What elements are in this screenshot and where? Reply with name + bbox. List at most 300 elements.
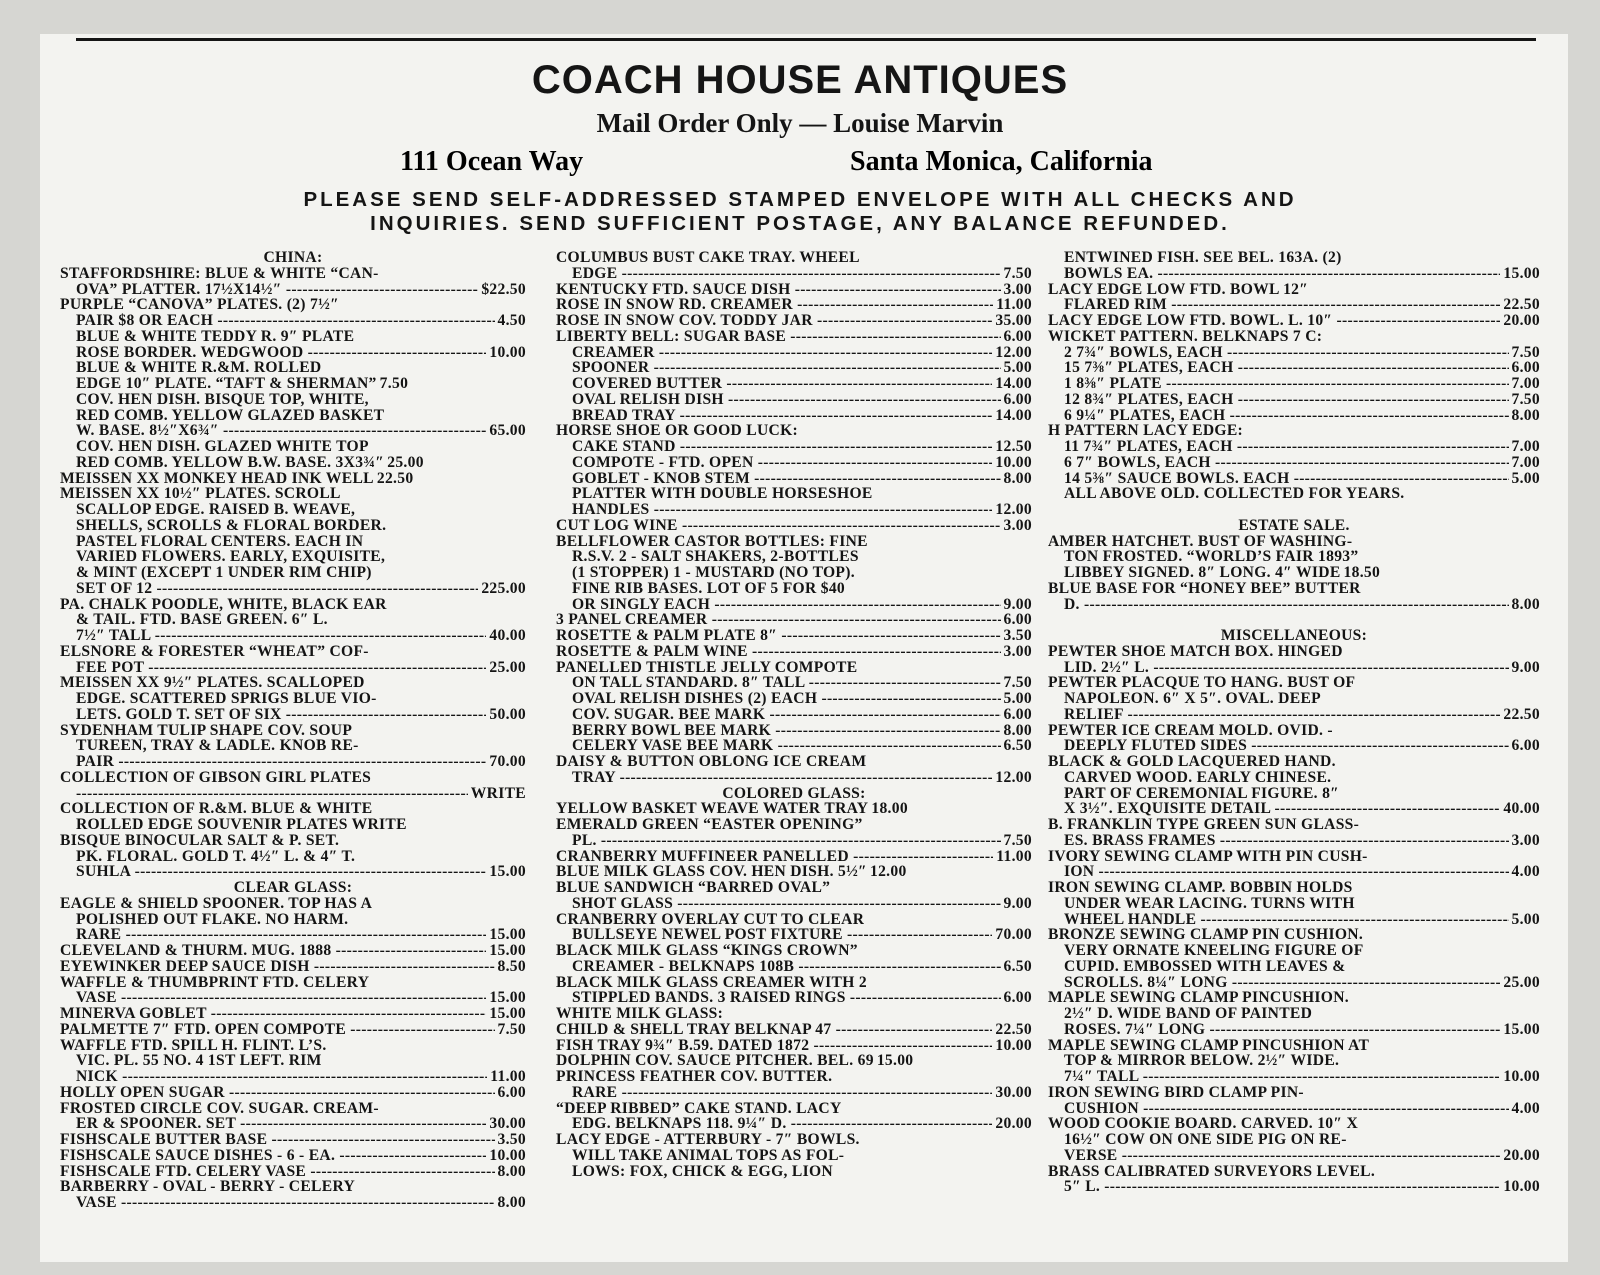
item-price: 25.00 bbox=[489, 658, 526, 676]
item-text: 5″ L. ----- bbox=[1064, 1179, 1500, 1195]
listing-line bbox=[556, 817, 1032, 833]
listing-line bbox=[556, 423, 1032, 439]
item-text: VASE ----- bbox=[76, 1195, 495, 1211]
listing-line bbox=[1048, 565, 1540, 581]
item-text: RED COMB. YELLOW GLAZED BASKET bbox=[76, 407, 385, 424]
item-text: EYEWINKER DEEP SAUCE DISH ----- bbox=[60, 959, 495, 975]
listing-line bbox=[60, 833, 526, 849]
item-price: 40.00 bbox=[1503, 800, 1540, 818]
item-text: SCALLOP EDGE. RAISED B. WEAVE, bbox=[76, 502, 356, 518]
item-text: PEWTER ICE CREAM MOLD. OVID. - bbox=[1048, 722, 1333, 739]
listing-line bbox=[556, 1132, 1032, 1148]
item-price: 3.50 bbox=[1003, 627, 1032, 644]
item-text: PART OF CEREMONIAL FIGURE. 8″ bbox=[1064, 785, 1340, 802]
item-price: 7.50 bbox=[1003, 831, 1032, 849]
listing-line bbox=[1048, 581, 1540, 597]
listing-line bbox=[556, 1069, 1032, 1085]
listing-column-3 bbox=[1048, 250, 1540, 1195]
item-text: CAKE STAND ----- bbox=[572, 439, 992, 455]
item-price: 15.00 bbox=[489, 989, 526, 1007]
listing-line bbox=[1048, 990, 1540, 1006]
item-text: FISHSCALE SAUCE DISHES - 6 - EA. ----- bbox=[60, 1148, 486, 1164]
listing-line bbox=[1048, 597, 1540, 613]
item-text: ROSETTE & PALM PLATE 8″ ----- bbox=[556, 628, 1001, 644]
listing-line bbox=[60, 628, 526, 644]
item-text: ELSNORE & FORESTER “WHEAT” COF- bbox=[60, 643, 369, 660]
item-text: PAIR $8 OR EACH ----- bbox=[76, 313, 495, 329]
item-text: VASE ----- bbox=[76, 990, 486, 1006]
listing-line bbox=[556, 912, 1032, 928]
listing-line bbox=[556, 360, 1032, 376]
item-text: BISQUE BINOCULAR SALT & P. SET. bbox=[60, 832, 340, 849]
item-price: 6.00 bbox=[1003, 327, 1032, 345]
item-price: 7.50 bbox=[379, 375, 409, 392]
item-text: LETS. GOLD T. SET OF SIX ----- bbox=[76, 707, 486, 723]
item-text: NICK ----- bbox=[76, 1069, 487, 1085]
listing-line bbox=[1048, 250, 1540, 266]
item-text: 2½″ D. WIDE BAND OF PAINTED bbox=[1064, 1006, 1313, 1022]
listing-line bbox=[60, 644, 526, 660]
item-text: B. FRANKLIN TYPE GREEN SUN GLASS- bbox=[1048, 817, 1360, 833]
item-text: & MINT (EXCEPT 1 UNDER RIM CHIP) bbox=[76, 565, 372, 581]
listing-line bbox=[556, 392, 1032, 408]
listing-line bbox=[556, 297, 1032, 313]
item-text: BULLSEYE NEWEL POST FIXTURE ----- bbox=[572, 927, 992, 943]
item-text: BELLFLOWER CASTOR BOTTLES: FINE bbox=[556, 533, 868, 550]
item-text: COVERED BUTTER ----- bbox=[572, 376, 992, 392]
listing-line bbox=[1048, 282, 1540, 298]
item-price: 22.50 bbox=[376, 469, 414, 487]
notice-line-1: PLEASE SEND SELF-ADDRESSED STAMPED ENVELOPE WITH ALL CHECKS AND bbox=[303, 188, 1297, 211]
item-text: SPOONER ----- bbox=[572, 360, 1001, 376]
listing-line bbox=[1048, 738, 1540, 754]
listing-line bbox=[556, 959, 1032, 975]
item-text: BLUE BASE FOR “HONEY BEE” BUTTER bbox=[1048, 580, 1361, 597]
item-price: 7.00 bbox=[1511, 453, 1540, 471]
item-price: 7.00 bbox=[1511, 375, 1540, 392]
item-text: ENTWINED FISH. SEE BEL. 163A. (2) bbox=[1064, 250, 1342, 266]
item-price: 22.50 bbox=[1503, 705, 1540, 723]
item-price: 6.00 bbox=[1511, 737, 1540, 755]
listing-line bbox=[1048, 959, 1540, 975]
listing-line bbox=[60, 313, 526, 329]
item-text: 2 7¾″ BOWLS, EACH ----- bbox=[1064, 345, 1509, 361]
listing-line bbox=[1048, 912, 1540, 928]
listing-line bbox=[1048, 360, 1540, 376]
item-text: TOP & MIRROR BELOW. 2½″ WIDE. bbox=[1064, 1053, 1340, 1069]
item-text: 16½″ COW ON ONE SIDE PIG ON RE- bbox=[1064, 1132, 1347, 1148]
item-text: OR SINGLY EACH ----- bbox=[572, 597, 1001, 613]
item-price: 4.00 bbox=[1511, 863, 1540, 881]
item-text: IRON SEWING BIRD CLAMP PIN- bbox=[1048, 1084, 1304, 1101]
item-text: ER & SPOONER. SET ----- bbox=[76, 1116, 486, 1132]
listing-line bbox=[1048, 723, 1540, 739]
listing-line bbox=[60, 345, 526, 361]
item-text: EAGLE & SHIELD SPOONER. TOP HAS A bbox=[60, 895, 373, 912]
spacer bbox=[1048, 612, 1540, 628]
listing-line bbox=[1048, 423, 1540, 439]
item-text: GOBLET - KNOB STEM ----- bbox=[572, 471, 1001, 487]
item-price: 14.00 bbox=[995, 375, 1032, 392]
listing-line bbox=[556, 282, 1032, 298]
listing-line bbox=[556, 801, 1032, 817]
item-text: & TAIL. FTD. BASE GREEN. 6″ L. bbox=[76, 612, 328, 628]
item-text: PASTEL FLORAL CENTERS. EACH IN bbox=[76, 533, 364, 550]
item-text: COV. HEN DISH. GLAZED WHITE TOP bbox=[76, 439, 369, 455]
item-text: CRANBERRY MUFFINEER PANELLED ----- bbox=[556, 849, 993, 865]
item-price: 15.00 bbox=[489, 942, 526, 959]
item-text: EDGE ----- bbox=[572, 266, 1001, 282]
listing-line bbox=[60, 786, 526, 802]
item-price: 6.00 bbox=[1003, 390, 1032, 408]
item-price: 6.00 bbox=[1003, 611, 1032, 629]
item-text: PRINCESS FEATHER COV. BUTTER. bbox=[556, 1069, 833, 1085]
item-price: 8.00 bbox=[1511, 406, 1540, 424]
item-text: BLUE SANDWICH “BARRED OVAL” bbox=[556, 880, 831, 896]
item-price: 12.00 bbox=[995, 343, 1032, 361]
listing-line bbox=[60, 392, 526, 408]
listing-line bbox=[1048, 786, 1540, 802]
listing-line bbox=[1048, 345, 1540, 361]
listing-line bbox=[556, 723, 1032, 739]
item-price: 5.00 bbox=[1511, 469, 1540, 487]
section-heading: CHINA: bbox=[263, 249, 323, 266]
section-heading: CLEAR GLASS: bbox=[233, 879, 353, 896]
item-text: ROSETTE & PALM WINE ----- bbox=[556, 644, 1001, 660]
item-price: 5.00 bbox=[1003, 359, 1032, 377]
item-text: PEWTER SHOE MATCH BOX. HINGED bbox=[1048, 643, 1343, 660]
section-heading: ESTATE SALE. bbox=[1238, 516, 1350, 534]
listing-line bbox=[60, 738, 526, 754]
top-rule bbox=[76, 38, 1536, 41]
listing-line bbox=[556, 250, 1032, 266]
listing-line bbox=[1048, 1179, 1540, 1195]
listing-line bbox=[556, 502, 1032, 518]
listing-line bbox=[556, 691, 1032, 707]
listing-line bbox=[556, 1148, 1032, 1164]
item-text: NAPOLEON. 6″ X 5″. OVAL. DEEP bbox=[1064, 691, 1321, 707]
item-text: OVA” PLATTER. 17½X14½″ ----- bbox=[76, 282, 478, 298]
listing-line bbox=[1048, 864, 1540, 880]
item-text: MAPLE SEWING CLAMP PINCUSHION. bbox=[1048, 990, 1349, 1006]
item-text: CREAMER - BELKNAPS 108B ----- bbox=[572, 959, 1001, 975]
item-price: 12.00 bbox=[995, 768, 1032, 786]
listing-line bbox=[1048, 675, 1540, 691]
listing-line bbox=[1048, 266, 1540, 282]
item-text: BERRY BOWL BEE MARK ----- bbox=[572, 723, 1001, 739]
item-price: 12.50 bbox=[995, 438, 1032, 455]
item-price: WRITE bbox=[470, 784, 526, 802]
listing-line bbox=[1048, 297, 1540, 313]
item-text: WAFFLE FTD. SPILL H. FLINT. L’S. bbox=[60, 1037, 327, 1054]
item-price: 70.00 bbox=[995, 926, 1032, 944]
listing-line bbox=[60, 1195, 526, 1211]
item-text: YELLOW BASKET WEAVE WATER TRAY bbox=[556, 801, 869, 817]
listing-line bbox=[60, 801, 526, 817]
listing-line bbox=[1048, 880, 1540, 896]
listing-line bbox=[1048, 644, 1540, 660]
listing-line bbox=[556, 738, 1032, 754]
listing-line bbox=[1048, 770, 1540, 786]
item-price: 22.50 bbox=[1503, 296, 1540, 314]
listing-line bbox=[556, 581, 1032, 597]
item-price: 3.00 bbox=[1511, 831, 1540, 849]
item-text: FINE RIB BASES. LOT OF 5 FOR $40 bbox=[572, 580, 846, 597]
item-text: FISHSCALE FTD. CELERY VASE ----- bbox=[60, 1164, 495, 1180]
item-price: 7.50 bbox=[497, 1020, 526, 1038]
listing-line bbox=[556, 1022, 1032, 1038]
item-text: CREAMER ----- bbox=[572, 345, 992, 361]
item-price: 10.00 bbox=[995, 1036, 1032, 1054]
listing-line bbox=[1048, 1101, 1540, 1117]
listing-line bbox=[556, 439, 1032, 455]
listing-line bbox=[60, 943, 526, 959]
listing-line bbox=[1048, 439, 1540, 455]
item-text: FEE POT ----- bbox=[76, 660, 486, 676]
listing-column-2 bbox=[556, 250, 1032, 1179]
item-price: 70.00 bbox=[489, 753, 526, 770]
listing-line bbox=[556, 1038, 1032, 1054]
item-text: HORSE SHOE OR GOOD LUCK: bbox=[556, 423, 799, 439]
item-price: 15.00 bbox=[1503, 264, 1540, 282]
item-price: 11.00 bbox=[996, 296, 1032, 314]
item-text: 7½″ TALL ----- bbox=[76, 628, 486, 644]
listing-line bbox=[60, 1179, 526, 1195]
item-price: 22.50 bbox=[995, 1020, 1032, 1038]
item-price: 11.00 bbox=[996, 847, 1032, 865]
item-text: BLACK & GOLD LACQUERED HAND. bbox=[1048, 754, 1336, 770]
city-state: Santa Monica, California bbox=[850, 146, 1153, 177]
item-text: CUPID. EMBOSSED WITH LEAVES & bbox=[1064, 958, 1346, 975]
listing-line bbox=[556, 1101, 1032, 1117]
item-text: VIC. PL. 55 NO. 4 1ST LEFT. RIM bbox=[76, 1053, 322, 1069]
item-text: 12 8¾″ PLATES, EACH ----- bbox=[1064, 392, 1509, 408]
item-text: 6 9¼″ PLATES, EACH ----- bbox=[1064, 408, 1509, 424]
item-text: PURPLE “CANOVA” PLATES. (2) 7½″ bbox=[60, 297, 339, 313]
listing-line bbox=[556, 849, 1032, 865]
listing-line bbox=[1048, 549, 1540, 565]
item-price: 20.00 bbox=[995, 1115, 1032, 1133]
listing-line bbox=[60, 534, 526, 550]
listing-line bbox=[556, 660, 1032, 676]
item-price: 7.00 bbox=[1511, 438, 1540, 455]
listing-line bbox=[1048, 975, 1540, 991]
item-text: VERSE ----- bbox=[1064, 1148, 1500, 1164]
item-text: LACY EDGE - ATTERBURY - 7″ BOWLS. bbox=[556, 1132, 860, 1148]
item-text: PANELLED THISTLE JELLY COMPOTE bbox=[556, 659, 858, 676]
listing-line bbox=[60, 896, 526, 912]
item-price: 3.00 bbox=[1003, 516, 1032, 534]
listing-line bbox=[556, 1164, 1032, 1180]
item-text: MEISSEN XX 9½″ PLATES. SCALLOPED bbox=[60, 675, 365, 691]
item-text: OVAL RELISH DISHES (2) EACH ----- bbox=[572, 691, 1001, 707]
item-price: 7.50 bbox=[1003, 674, 1032, 692]
item-text: FISH TRAY 9¾″ B.59. DATED 1872 ----- bbox=[556, 1038, 992, 1054]
listing-line bbox=[60, 849, 526, 865]
item-text: CELERY VASE BEE MARK ----- bbox=[572, 738, 1001, 754]
item-text: WICKET PATTERN. BELKNAPS 7 C: bbox=[1048, 328, 1323, 345]
listing-line bbox=[556, 313, 1032, 329]
listing-line bbox=[556, 612, 1032, 628]
listing-line bbox=[1048, 1148, 1540, 1164]
listing-line bbox=[1048, 329, 1540, 345]
listing-line bbox=[60, 282, 526, 298]
item-price: 30.00 bbox=[489, 1115, 526, 1133]
listing-line bbox=[60, 423, 526, 439]
listing-line bbox=[1048, 1164, 1540, 1180]
listing-line bbox=[1048, 455, 1540, 471]
listing-line bbox=[60, 660, 526, 676]
listing-line bbox=[1048, 392, 1540, 408]
listing-line bbox=[556, 896, 1032, 912]
item-text: SCROLLS. 8¼″ LONG ----- bbox=[1064, 975, 1500, 991]
listing-line bbox=[1048, 486, 1540, 502]
listing-line bbox=[556, 597, 1032, 613]
listing-line bbox=[556, 990, 1032, 1006]
item-text: MAPLE SEWING CLAMP PINCUSHION AT bbox=[1048, 1037, 1370, 1054]
item-price: 50.00 bbox=[489, 705, 526, 723]
listing-line bbox=[1048, 849, 1540, 865]
item-price: 15.00 bbox=[489, 1005, 526, 1022]
item-price: 6.00 bbox=[1511, 359, 1540, 377]
item-price: 18.00 bbox=[871, 800, 908, 818]
listing-line bbox=[60, 471, 526, 487]
item-text: RARE ----- bbox=[572, 1085, 992, 1101]
item-price: 8.00 bbox=[497, 1194, 526, 1211]
item-text: LACY EDGE LOW FTD. BOWL. L. 10″ ----- bbox=[1048, 313, 1500, 329]
listing-line bbox=[60, 691, 526, 707]
listing-line bbox=[60, 770, 526, 786]
item-text: SHOT GLASS ----- bbox=[572, 896, 1001, 912]
listing-line bbox=[60, 376, 526, 392]
item-price: 8.50 bbox=[497, 957, 526, 975]
listing-line bbox=[556, 565, 1032, 581]
item-text: ROSE IN SNOW RD. CREAMER ----- bbox=[556, 297, 993, 313]
item-text: CRANBERRY OVERLAY CUT TO CLEAR bbox=[556, 911, 865, 928]
listing-line bbox=[60, 912, 526, 928]
item-price: 3.00 bbox=[1003, 642, 1032, 660]
listing-line bbox=[1048, 943, 1540, 959]
item-text: TRAY ----- bbox=[572, 770, 992, 786]
listing-line bbox=[556, 833, 1032, 849]
item-text: WOOD COOKIE BOARD. CARVED. 10″ X bbox=[1048, 1116, 1359, 1132]
item-text: RELIEF ----- bbox=[1064, 707, 1500, 723]
item-text: W. BASE. 8½″X6¾″ ----- bbox=[76, 423, 486, 439]
listing-line bbox=[60, 864, 526, 880]
item-price: 6.50 bbox=[1003, 737, 1032, 755]
item-text: BARBERRY - OVAL - BERRY - CELERY bbox=[60, 1179, 356, 1195]
item-text: POLISHED OUT FLAKE. NO HARM. bbox=[76, 911, 349, 928]
listing-line bbox=[556, 1085, 1032, 1101]
listing-line bbox=[60, 723, 526, 739]
item-text: SHELLS, SCROLLS & FLORAL BORDER. bbox=[76, 517, 387, 534]
item-text: (1 STOPPER) 1 - MUSTARD (NO TOP). bbox=[572, 565, 855, 581]
listing-line bbox=[60, 297, 526, 313]
item-text: ROSES. 7¼″ LONG ----- bbox=[1064, 1022, 1500, 1038]
item-text: 6 7″ BOWLS, EACH ----- bbox=[1064, 455, 1509, 471]
listing-line bbox=[556, 549, 1032, 565]
item-text: COLUMBUS BUST CAKE TRAY. WHEEL bbox=[556, 250, 860, 266]
item-text: SET OF 12 ----- bbox=[76, 581, 478, 597]
listing-line bbox=[556, 628, 1032, 644]
listing-line bbox=[60, 597, 526, 613]
spacer bbox=[1048, 502, 1540, 518]
item-price: 10.00 bbox=[1503, 1068, 1540, 1085]
listing-line bbox=[60, 975, 526, 991]
item-price: 10.00 bbox=[489, 343, 526, 361]
listing-line bbox=[556, 376, 1032, 392]
item-price: 12.00 bbox=[869, 863, 907, 881]
listing-line bbox=[556, 329, 1032, 345]
listing-line bbox=[60, 817, 526, 833]
shop-subtitle: Mail Order Only — Louise Marvin bbox=[596, 108, 1004, 138]
listing-line bbox=[556, 1116, 1032, 1132]
item-text: SUHLA ----- bbox=[76, 864, 486, 880]
item-text: PALMETTE 7″ FTD. OPEN COMPOTE ----- bbox=[60, 1022, 495, 1038]
item-text: R.S.V. 2 - SALT SHAKERS, 2-BOTTLES bbox=[572, 549, 859, 565]
item-text: COLLECTION OF R.&M. BLUE & WHITE bbox=[60, 801, 373, 817]
item-text: TUREEN, TRAY & LADLE. KNOB RE- bbox=[76, 738, 359, 754]
listing-line bbox=[556, 707, 1032, 723]
listing-line bbox=[556, 770, 1032, 786]
listing-line bbox=[1048, 707, 1540, 723]
item-text: WILL TAKE ANIMAL TOPS AS FOL- bbox=[572, 1147, 845, 1164]
item-price: 3.00 bbox=[1003, 280, 1032, 298]
item-text: EDG. BELKNAPS 118. 9¼″ D. ----- bbox=[572, 1116, 992, 1132]
listing-line bbox=[1048, 1038, 1540, 1054]
listing-line bbox=[1048, 1006, 1540, 1022]
listing-line bbox=[60, 1148, 526, 1164]
listing-line bbox=[556, 455, 1032, 471]
listing-line bbox=[60, 266, 526, 282]
item-text: ROSE IN SNOW COV. TODDY JAR ----- bbox=[556, 313, 992, 329]
item-price: 10.00 bbox=[995, 453, 1032, 471]
item-text: BLUE & WHITE TEDDY R. 9″ PLATE bbox=[76, 328, 355, 345]
item-text: PK. FLORAL. GOLD T. 4½″ L. & 4″ T. bbox=[76, 848, 356, 865]
item-text: KENTUCKY FTD. SAUCE DISH ----- bbox=[556, 282, 1001, 298]
item-price: 6.00 bbox=[1003, 989, 1032, 1007]
item-price: 8.00 bbox=[1003, 469, 1032, 487]
item-price: 25.00 bbox=[1503, 973, 1540, 991]
item-price: 35.00 bbox=[995, 312, 1032, 329]
item-text: PA. CHALK POODLE, WHITE, BLACK EAR bbox=[60, 596, 387, 613]
item-text bbox=[76, 786, 468, 802]
item-text: BRONZE SEWING CLAMP PIN CUSHION. bbox=[1048, 927, 1364, 943]
item-text: PAIR ----- bbox=[76, 754, 486, 770]
listing-line bbox=[60, 1053, 526, 1069]
listing-line bbox=[556, 408, 1032, 424]
item-text: WHEEL HANDLE ----- bbox=[1064, 912, 1509, 928]
item-price: 14.00 bbox=[995, 406, 1032, 424]
listing-line bbox=[1048, 1132, 1540, 1148]
listing-line bbox=[60, 518, 526, 534]
item-price: 7.50 bbox=[1003, 264, 1032, 282]
item-price: 5.00 bbox=[1003, 690, 1032, 707]
listing-line bbox=[556, 927, 1032, 943]
item-price: 12.00 bbox=[995, 501, 1032, 518]
listing-line bbox=[1048, 691, 1540, 707]
listing-line bbox=[556, 1053, 1032, 1069]
item-price: 15.00 bbox=[1503, 1020, 1540, 1038]
listing-line bbox=[60, 360, 526, 376]
item-text: DEEPLY FLUTED SIDES ----- bbox=[1064, 738, 1509, 754]
listing-line bbox=[556, 345, 1032, 361]
item-text: FISHSCALE BUTTER BASE ----- bbox=[60, 1132, 495, 1148]
item-price: 3.50 bbox=[497, 1131, 526, 1148]
listing-line bbox=[60, 1164, 526, 1180]
listing-line bbox=[556, 975, 1032, 991]
listing-line bbox=[556, 471, 1032, 487]
